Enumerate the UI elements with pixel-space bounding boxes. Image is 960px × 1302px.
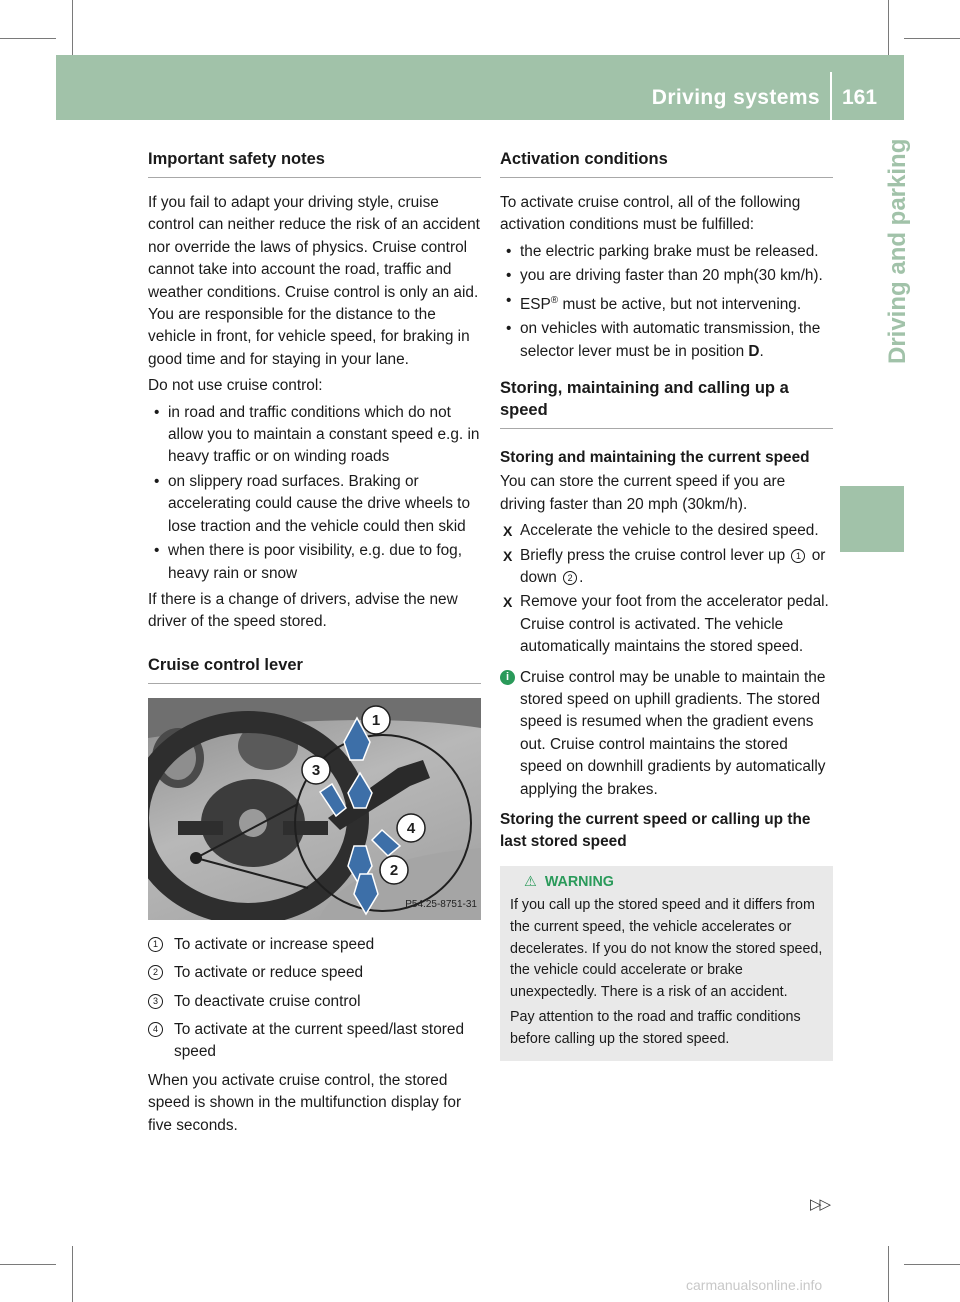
list-item: • when there is poor visibility, e.g. due to fog, heavy rain or snow bbox=[148, 540, 481, 585]
info-icon: i bbox=[500, 670, 515, 685]
step-text: Remove your foot from the accelerator pedal. bbox=[520, 593, 829, 611]
do-not-use-list bbox=[148, 402, 481, 585]
list-item: • the electric parking brake must be released. bbox=[500, 241, 833, 263]
list-item bbox=[500, 290, 833, 317]
steering-lever-illustration bbox=[148, 698, 481, 920]
crop-mark bbox=[72, 1246, 73, 1302]
storing-heading: Storing, maintaining and calling up a speed bbox=[500, 377, 833, 429]
legend-number: 2 bbox=[148, 965, 163, 980]
warning-box bbox=[500, 866, 833, 1061]
legend-text: To deactivate cruise control bbox=[174, 992, 361, 1010]
continue-marker: ▷▷ bbox=[810, 1196, 830, 1213]
position-d: D bbox=[748, 342, 760, 360]
crop-mark bbox=[888, 0, 889, 56]
step-item bbox=[500, 545, 833, 590]
figure-legend bbox=[148, 934, 481, 1064]
safety-paragraph: If you fail to adapt your driving style, cruise control can neither reduce the risk of an accident nor override the laws of physics. Cruise control cannot take into account the road, traffic and weather conditions. Cruise control is only an aid. You are responsible for the distance to the vehicle in front, for vehicle speed, for braking in good time and for staying in your lane. bbox=[148, 194, 480, 368]
crop-mark bbox=[904, 1264, 960, 1265]
cruise-control-figure bbox=[148, 698, 481, 920]
right-column bbox=[500, 148, 833, 1061]
ref-number: 1 bbox=[791, 549, 805, 563]
crop-mark bbox=[904, 38, 960, 39]
esp-label: ESP bbox=[520, 295, 551, 313]
left-column bbox=[148, 148, 481, 1141]
callout-label-4: 4 bbox=[406, 819, 416, 837]
activation-conditions bbox=[500, 241, 833, 363]
callout-label-2: 2 bbox=[389, 861, 399, 879]
crop-mark bbox=[0, 1264, 56, 1265]
warning-paragraph: If you call up the stored speed and it differs from the current speed, the vehicle accelerates or decelerates. If you do not know the stored speed, the vehicle could accelerate or brake unexpectedly. There is a risk of an accident. bbox=[510, 897, 823, 1000]
lever-heading: Cruise control lever bbox=[148, 654, 481, 684]
ref-number: 2 bbox=[563, 571, 577, 585]
step-text: . bbox=[579, 569, 584, 586]
do-not-use-intro: Do not use cruise control: bbox=[148, 377, 323, 395]
chapter-tab bbox=[840, 120, 911, 364]
registered-mark: ® bbox=[550, 294, 559, 306]
storing-subheading: Storing and maintaining the current speed bbox=[500, 448, 810, 466]
callout-label-1: 1 bbox=[371, 711, 381, 729]
step-text: Briefly press the cruise control lever up bbox=[520, 546, 790, 564]
legend-item bbox=[148, 991, 481, 1013]
activation-intro: To activate cruise control, all of the following activation conditions must be fulfilled: bbox=[500, 194, 801, 234]
footer-watermark[interactable]: carmanualsonline.info bbox=[686, 1277, 823, 1293]
page-number: 161 bbox=[842, 86, 878, 109]
list-item: • you are driving faster than 20 mph(30 km/h). bbox=[500, 265, 833, 287]
crop-mark bbox=[0, 38, 56, 39]
legend-item bbox=[148, 934, 481, 956]
list-item: • in road and traffic conditions which do not allow you to maintain a constant speed e.g. in heavy traffic or on winding roads bbox=[148, 402, 481, 469]
step-text: or down bbox=[520, 546, 826, 586]
callout-label-3: 3 bbox=[311, 761, 321, 779]
selector-text: on vehicles with automatic transmission, the selector lever must be in position bbox=[520, 320, 821, 360]
step-item bbox=[500, 591, 833, 658]
figure-code: P54.25-8751-31 bbox=[405, 899, 477, 911]
legend-text: To activate at the current speed/last stored speed bbox=[174, 1020, 465, 1061]
info-note bbox=[500, 667, 833, 801]
legend-text: To activate or reduce speed bbox=[174, 964, 364, 982]
crop-mark bbox=[72, 0, 73, 56]
storing-intro: You can store the current speed if you are driving faster than 20 mph (30km/h). bbox=[500, 473, 786, 513]
warning-icon: ⚠ bbox=[524, 873, 537, 890]
safety-heading: Important safety notes bbox=[148, 148, 481, 178]
selector-text-end: . bbox=[759, 342, 764, 360]
activation-heading: Activation conditions bbox=[500, 148, 833, 178]
driver-change-note: If there is a change of drivers, advise the new driver of the speed stored. bbox=[148, 590, 458, 631]
warning-label: WARNING bbox=[544, 873, 614, 890]
crop-mark bbox=[888, 1246, 889, 1302]
legend-item bbox=[148, 962, 481, 984]
legend-text: To activate or increase speed bbox=[174, 935, 375, 953]
lever-marker bbox=[190, 852, 202, 864]
storing-steps bbox=[500, 520, 833, 658]
legend-item bbox=[148, 1019, 481, 1064]
step-result: Cruise control is activated. The vehicle automatically maintains the stored speed. bbox=[520, 615, 804, 656]
legend-number: 4 bbox=[148, 1022, 163, 1037]
warning-title bbox=[510, 872, 825, 894]
section-title: Driving systems bbox=[651, 86, 820, 109]
arrow-current-speed bbox=[372, 830, 400, 856]
warning-paragraph: Pay attention to the road and traffic conditions before calling up the stored speed. bbox=[510, 1009, 801, 1048]
list-item bbox=[500, 318, 833, 363]
legend-number: 3 bbox=[148, 994, 163, 1009]
step-item: X Accelerate the vehicle to the desired speed. bbox=[500, 520, 833, 542]
display-note: When you activate cruise control, the stored speed is shown in the multifunction display for five seconds. bbox=[148, 1071, 462, 1134]
list-item: • on slippery road surfaces. Braking or accelerating could cause the drive wheels to lose traction and the vehicle could then skid bbox=[148, 471, 481, 538]
info-text: Cruise control may be unable to maintain the stored speed on uphill gradients. The stored speed is resumed when the gradient evens out. Cruise control maintains the stored speed on downhill gradients by automatically applying the brakes. bbox=[520, 668, 826, 798]
esp-text: must be active, but not intervening. bbox=[558, 295, 802, 313]
legend-number: 1 bbox=[148, 937, 163, 952]
calling-subheading: Storing the current speed or calling up the last stored speed bbox=[500, 811, 811, 851]
header-divider bbox=[830, 72, 832, 120]
chapter-marker bbox=[840, 486, 904, 552]
chapter-tab-label: Driving and parking bbox=[884, 138, 911, 364]
